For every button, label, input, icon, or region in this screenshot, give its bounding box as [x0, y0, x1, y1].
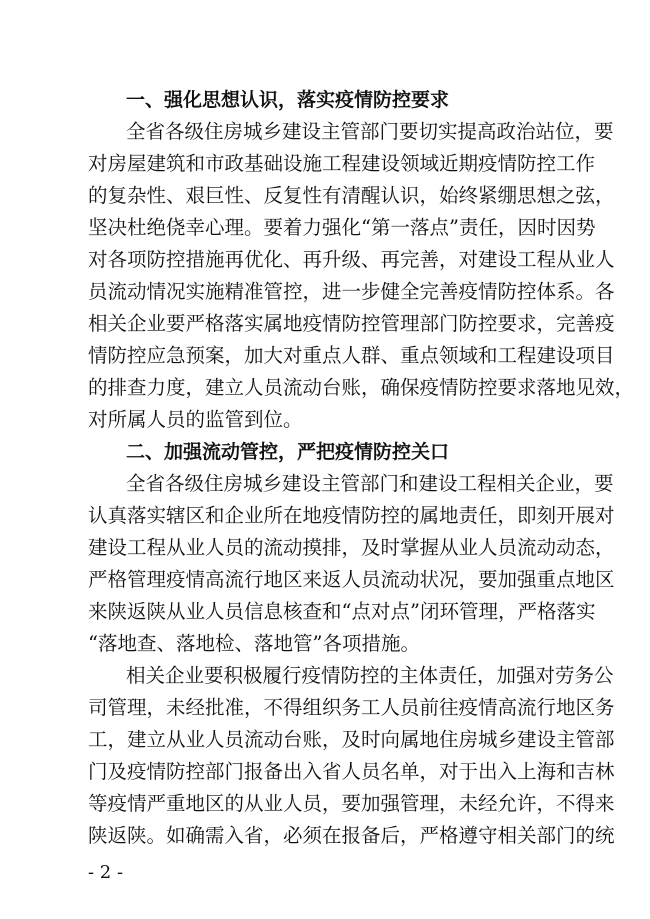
paragraph-line: 建设工程从业人员的流动摸排，及时掌握从业人员流动动态， [88, 536, 615, 559]
paragraph-line: 员流动情况实施精准管控，进一步健全完善疫情防控体系。各 [88, 280, 615, 303]
paragraph-line: 等疫情严重地区的从业人员，要加强管理，未经允许，不得来 [88, 792, 615, 815]
paragraph-line: 对各项防控措施再优化、再升级、再完善，对建设工程从业人 [88, 248, 615, 271]
paragraph-line: 严格管理疫情高流行地区来返人员流动状况，要加强重点地区 [88, 568, 615, 591]
paragraph-line: 的复杂性、艰巨性、反复性有清醒认识，始终紧绷思想之弦， [88, 184, 615, 207]
paragraph-line: 陕返陕。如确需入省，必须在报备后，严格遵守相关部门的统 [88, 824, 615, 847]
paragraph-line: 来陕返陕从业人员信息核查和“点对点”闭环管理，严格落实 [88, 600, 596, 623]
paragraph-line: 情防控应急预案，加大对重点人群、重点领域和工程建设项目 [88, 344, 615, 367]
paragraph-line: 全省各级住房城乡建设主管部门要切实提高政治站位，要 [126, 120, 614, 143]
paragraph-line: 对所属人员的监管到位。 [88, 408, 303, 431]
paragraph-line: 司管理，未经批准，不得组织务工人员前往疫情高流行地区务 [88, 696, 615, 719]
paragraph-line: 坚决杜绝侥幸心理。要着力强化“第一落点”责任，因时因势 [88, 216, 596, 239]
paragraph-line: 工，建立从业人员流动台账，及时向属地住房城乡建设主管部 [88, 728, 615, 751]
paragraph-line: 对房屋建筑和市政基础设施工程建设领域近期疫情防控工作 [88, 152, 596, 175]
paragraph-line: 的排查力度，建立人员流动台账，确保疫情防控要求落地见效， [88, 376, 635, 399]
section-heading-2: 二、加强流动管控，严把疫情防控关口 [126, 441, 450, 463]
paragraph-line: 认真落实辖区和企业所在地疫情防控的属地责任，即刻开展对 [88, 504, 615, 527]
page-number: - 2 - [88, 862, 124, 883]
paragraph-line: 门及疫情防控部门报备出入省人员名单，对于出入上海和吉林 [88, 760, 615, 783]
paragraph-line: 相关企业要严格落实属地疫情防控管理部门防控要求，完善疫 [88, 312, 615, 335]
paragraph-line: 全省各级住房城乡建设主管部门和建设工程相关企业，要 [126, 472, 614, 495]
section-heading-1: 一、强化思想认识，落实疫情防控要求 [126, 89, 450, 111]
paragraph-line: 相关企业要积极履行疫情防控的主体责任，加强对劳务公 [126, 664, 614, 687]
paragraph-line: “落地查、落地检、落地管”各项措施。 [88, 632, 420, 655]
